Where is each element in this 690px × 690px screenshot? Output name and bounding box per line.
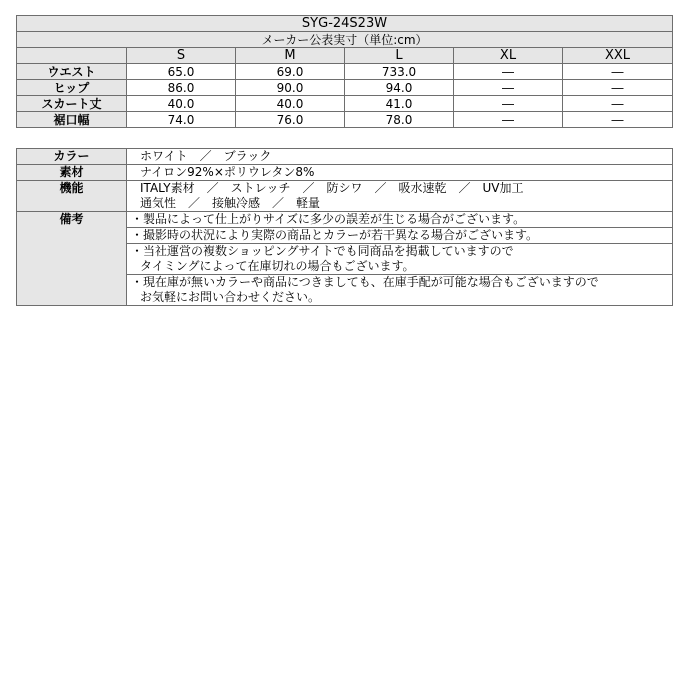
row-label: ウエスト <box>17 64 127 80</box>
size-table-subtitle: メーカー公表実寸（単位:cm） <box>17 32 673 48</box>
size-value: ― <box>454 112 563 128</box>
remark-item <box>127 228 673 244</box>
spec-row-remark <box>17 212 673 228</box>
size-col-header: S <box>127 48 236 64</box>
size-value: ― <box>454 64 563 80</box>
color-label: カラー <box>17 149 127 165</box>
table-row <box>17 80 673 96</box>
spec-row-material <box>17 165 673 181</box>
size-value: ― <box>563 96 673 112</box>
subtitle-row <box>17 32 673 48</box>
size-value: 69.0 <box>236 64 345 80</box>
remarks-label: 備考 <box>17 212 127 306</box>
table-row <box>17 112 673 128</box>
size-value: 41.0 <box>345 96 454 112</box>
size-col-header: M <box>236 48 345 64</box>
spec-row-color <box>17 149 673 165</box>
size-value: 78.0 <box>345 112 454 128</box>
row-label: 裾口幅 <box>17 112 127 128</box>
function-line: 通気性 ／ 接触冷感 ／ 軽量 <box>140 196 321 210</box>
size-value: 733.0 <box>345 64 454 80</box>
row-label: ヒップ <box>17 80 127 96</box>
size-value: 76.0 <box>236 112 345 128</box>
size-value: 86.0 <box>127 80 236 96</box>
remark-item <box>127 275 673 306</box>
remark-item <box>127 244 673 275</box>
size-col-header: XXL <box>563 48 673 64</box>
color-value: ホワイト ／ ブラック <box>127 149 673 165</box>
size-value: 74.0 <box>127 112 236 128</box>
remark-line: タイミングによって在庫切れの場合もございます。 <box>140 259 415 273</box>
function-value <box>127 181 673 212</box>
title-row <box>17 16 673 32</box>
size-header-row <box>17 48 673 64</box>
spec-table <box>16 148 673 306</box>
table-row <box>17 96 673 112</box>
remark-line: ・製品によって仕上がりサイズに多少の誤差が生じる場合がございます。 <box>131 212 526 226</box>
size-value: ― <box>563 64 673 80</box>
size-value: ― <box>563 80 673 96</box>
size-value: ― <box>454 96 563 112</box>
function-line: ITALY素材 ／ ストレッチ ／ 防シワ ／ 吸水速乾 ／ UV加工 <box>140 181 524 195</box>
size-value: ― <box>454 80 563 96</box>
size-value: 40.0 <box>236 96 345 112</box>
size-value: 94.0 <box>345 80 454 96</box>
remark-line: お気軽にお問い合わせください。 <box>140 290 321 304</box>
function-label: 機能 <box>17 181 127 212</box>
size-col-header: XL <box>454 48 563 64</box>
remark-line: ・現在庫が無いカラーや商品につきましても、在庫手配が可能な場合もございますので <box>131 275 599 289</box>
row-label: スカート丈 <box>17 96 127 112</box>
size-value: 90.0 <box>236 80 345 96</box>
size-table <box>16 15 673 128</box>
table-row <box>17 64 673 80</box>
size-value: 65.0 <box>127 64 236 80</box>
size-col-header: L <box>345 48 454 64</box>
product-code: SYG-24S23W <box>17 16 673 32</box>
size-value: ― <box>563 112 673 128</box>
spec-row-function <box>17 181 673 212</box>
material-label: 素材 <box>17 165 127 181</box>
remark-line: ・撮影時の状況により実際の商品とカラーが若干異なる場合がございます。 <box>131 228 539 242</box>
corner-cell <box>17 48 127 64</box>
remark-item <box>127 212 673 228</box>
size-value: 40.0 <box>127 96 236 112</box>
material-value: ナイロン92%×ポリウレタン8% <box>127 165 673 181</box>
remark-line: ・当社運営の複数ショッピングサイトでも同商品を掲載していますので <box>131 244 514 258</box>
